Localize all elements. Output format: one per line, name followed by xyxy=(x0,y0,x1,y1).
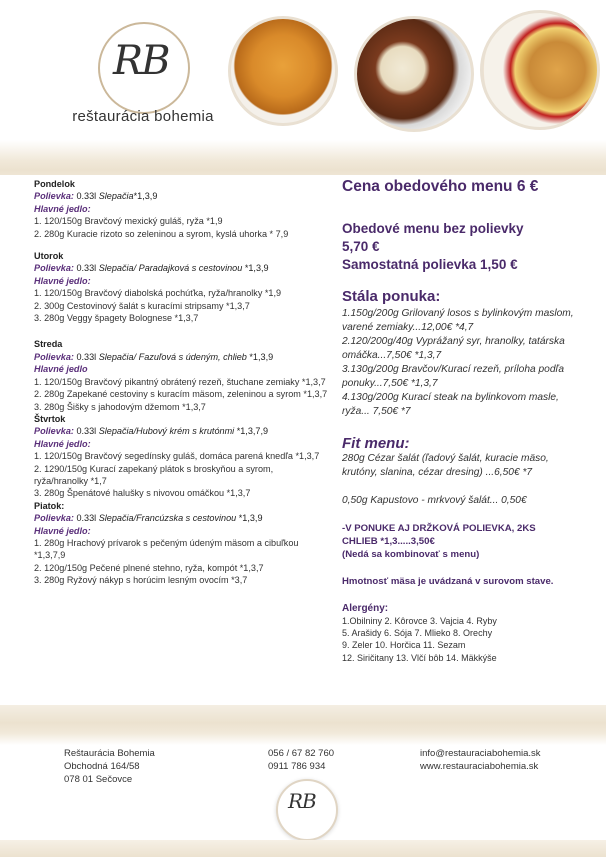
dish-item: 3. 280g Ryžový nákyp s horúcim lesným ovocím *3,7 xyxy=(34,575,248,586)
soup-only-price: Samostatná polievka 1,50 € xyxy=(342,257,518,272)
main-dish-label: Hlavné jedlo: xyxy=(34,525,91,536)
standing-item: 3.130g/200g Bravčov/Kurací rezeň, príloha podľa ponuky...7,50€ *1,3,7 xyxy=(342,364,565,389)
dish-item: 1. 120/150g Bravčový diabolská pochúťka, ryža/hranolky *1,9 xyxy=(34,288,282,299)
weekly-menu xyxy=(34,178,329,587)
restaurant-name: reštaurácia bohemia xyxy=(72,108,214,125)
offer-column xyxy=(342,178,574,664)
day-title: Pondelok xyxy=(34,179,75,189)
allergens-line: 12. Siričitany 13. Vlčí bôb 14. Mäkkýše xyxy=(342,652,497,663)
standing-item: 1.150g/200g Grilovaný losos s bylinkovým maslom, varené zemiaky...12,00€ *4,7 xyxy=(342,308,574,333)
main-dish-label: Hlavné jedlo: xyxy=(34,275,91,286)
goulash-photo xyxy=(354,16,474,132)
combination-notice: (Nedá sa kombinovať s menu) xyxy=(342,549,480,560)
restaurant-logo xyxy=(58,22,228,132)
soup-line: Polievka: 0.33l Slepačia/ Fazuľová s údeným, chlieb *1,3,9 xyxy=(34,351,274,362)
dish-item: 2. 120g/150g Pečené plnené stehno, ryža, kompót *1,3,7 xyxy=(34,562,264,573)
soup-photo xyxy=(228,16,338,126)
dish-item: 2. 300g Cestovinový šalát s kuracími stripsamy *1,3,7 xyxy=(34,300,250,311)
fit-menu-title: Fit menu: xyxy=(342,435,410,452)
soup-line: Polievka: 0.33l Slepačia/Francúzska s cestovinou *1,3,9 xyxy=(34,513,263,524)
dish-item: 3. 280g Šišky s jahodovým džemom *1,3,7 xyxy=(34,401,206,412)
footer-logo-mark: RB xyxy=(288,789,316,813)
menu-price-title: Cena obedového menu 6 € xyxy=(342,178,539,195)
dish-item: 1. 120/150g Bravčový mexický guláš, ryža *1,9 xyxy=(34,216,223,227)
dish-item: 3. 280g Veggy špagety Bolognese *1,3,7 xyxy=(34,313,199,324)
header xyxy=(0,0,606,150)
main-dish-label: Hlavné jedlo xyxy=(34,364,88,375)
dish-item: 2. 280g Zapekané cestoviny s kuracím mäsom, zeleninou a syrom *1,3,7 xyxy=(34,389,328,400)
allergens-line: 5. Arašidy 6. Sója 7. Mlieko 8. Orechy xyxy=(342,628,493,639)
dish-item: 3. 280g Špenátové halušky s nivovou omáčkou *1,3,7 xyxy=(34,488,251,499)
day-title: Piatok: xyxy=(34,500,65,511)
allergens-line: 9. Zeler 10. Horčica 11. Sezam xyxy=(342,640,466,651)
no-soup-title: Obedové menu bez polievky xyxy=(342,221,524,236)
dish-item: 1. 280g Hrachový prívarok s pečeným údeným mäsom a cibuľkou *1,3,7,9 xyxy=(34,537,299,561)
logo-mark: RB xyxy=(113,38,169,84)
day-title: Utorok xyxy=(34,251,64,262)
email-link[interactable]: info@restauraciabohemia.sk xyxy=(420,748,541,759)
day-title: Streda xyxy=(34,339,63,350)
footer-contacts xyxy=(420,747,541,773)
allergens-title: Alergény: xyxy=(342,603,389,614)
main-dish-label: Hlavné jedlo: xyxy=(34,203,91,214)
tripe-soup-notice: -V PONUKE AJ DRŽKOVÁ POLIEVKA, 2KS CHLIEB *1,3.....3,50€ xyxy=(342,523,536,547)
dish-item: 1. 120/150g Bravčový segedínsky guláš, domáca parená knedľa *1,3,7 xyxy=(34,451,320,462)
main-dish-label: Hlavné jedlo: xyxy=(34,438,91,449)
footer-address: Reštaurácia Bohemia Obchodná 164/58 078 01 Sečovce xyxy=(64,748,155,786)
schnitzel-photo xyxy=(480,10,600,130)
fit-item: 0,50g Kapustovo - mrkvový šalát... 0,50€ xyxy=(342,495,527,506)
standing-item: 4.130g/200g Kurací steak na bylinkovom masle, ryža... 7,50€ *7 xyxy=(342,392,559,417)
dish-item: 2. 280g Kuracie rizoto so zeleninou a syrom, kyslá uhorka * 7,9 xyxy=(34,228,289,239)
footer-phones: 056 / 67 82 760 0911 786 934 xyxy=(268,748,335,773)
soup-line: Polievka: 0.33l Slepačia*1,3,9 xyxy=(34,191,158,202)
standing-offer-title: Stála ponuka: xyxy=(342,288,441,305)
soup-line: Polievka: 0.33l Slepačia/ Paradajková s cestovinou *1,3,9 xyxy=(34,263,269,274)
decorative-bar-bottom xyxy=(0,840,606,857)
soup-line: Polievka: 0.33l Slepačia/Hubový krém s krutónmi *1,3,7,9 xyxy=(34,426,269,437)
meat-weight-note: Hmotnosť mäsa je uvádzaná v surovom stave. xyxy=(342,576,554,587)
no-soup-price: 5,70 € xyxy=(342,239,380,254)
decorative-band-bottom xyxy=(0,705,606,745)
dish-item: 1. 120/150g Bravčový pikantný obrátený rezeň, štuchane zemiaky *1,3,7 xyxy=(34,376,326,387)
fit-item: 280g Cézar šalát (ľadový šalát, kuracie mäso, krutóny, slanina, cézar dresing) ...6,50€ *7 xyxy=(342,453,549,478)
allergens-line: 1.Obilniny 2. Kôrovce 3. Vajcia 4. Ryby xyxy=(342,616,497,626)
website-link[interactable]: www.restauraciabohemia.sk xyxy=(420,761,539,773)
dish-item: 2. 1290/150g Kurací zapekaný plátok s broskyňou a syrom, ryža/hranolky *1,7 xyxy=(34,463,274,486)
day-title: Štvrtok xyxy=(34,413,66,424)
standing-item: 2.120/200g/40g Vyprážaný syr, hranolky, tatárska omáčka...7,50€ *1,3,7 xyxy=(342,336,565,361)
